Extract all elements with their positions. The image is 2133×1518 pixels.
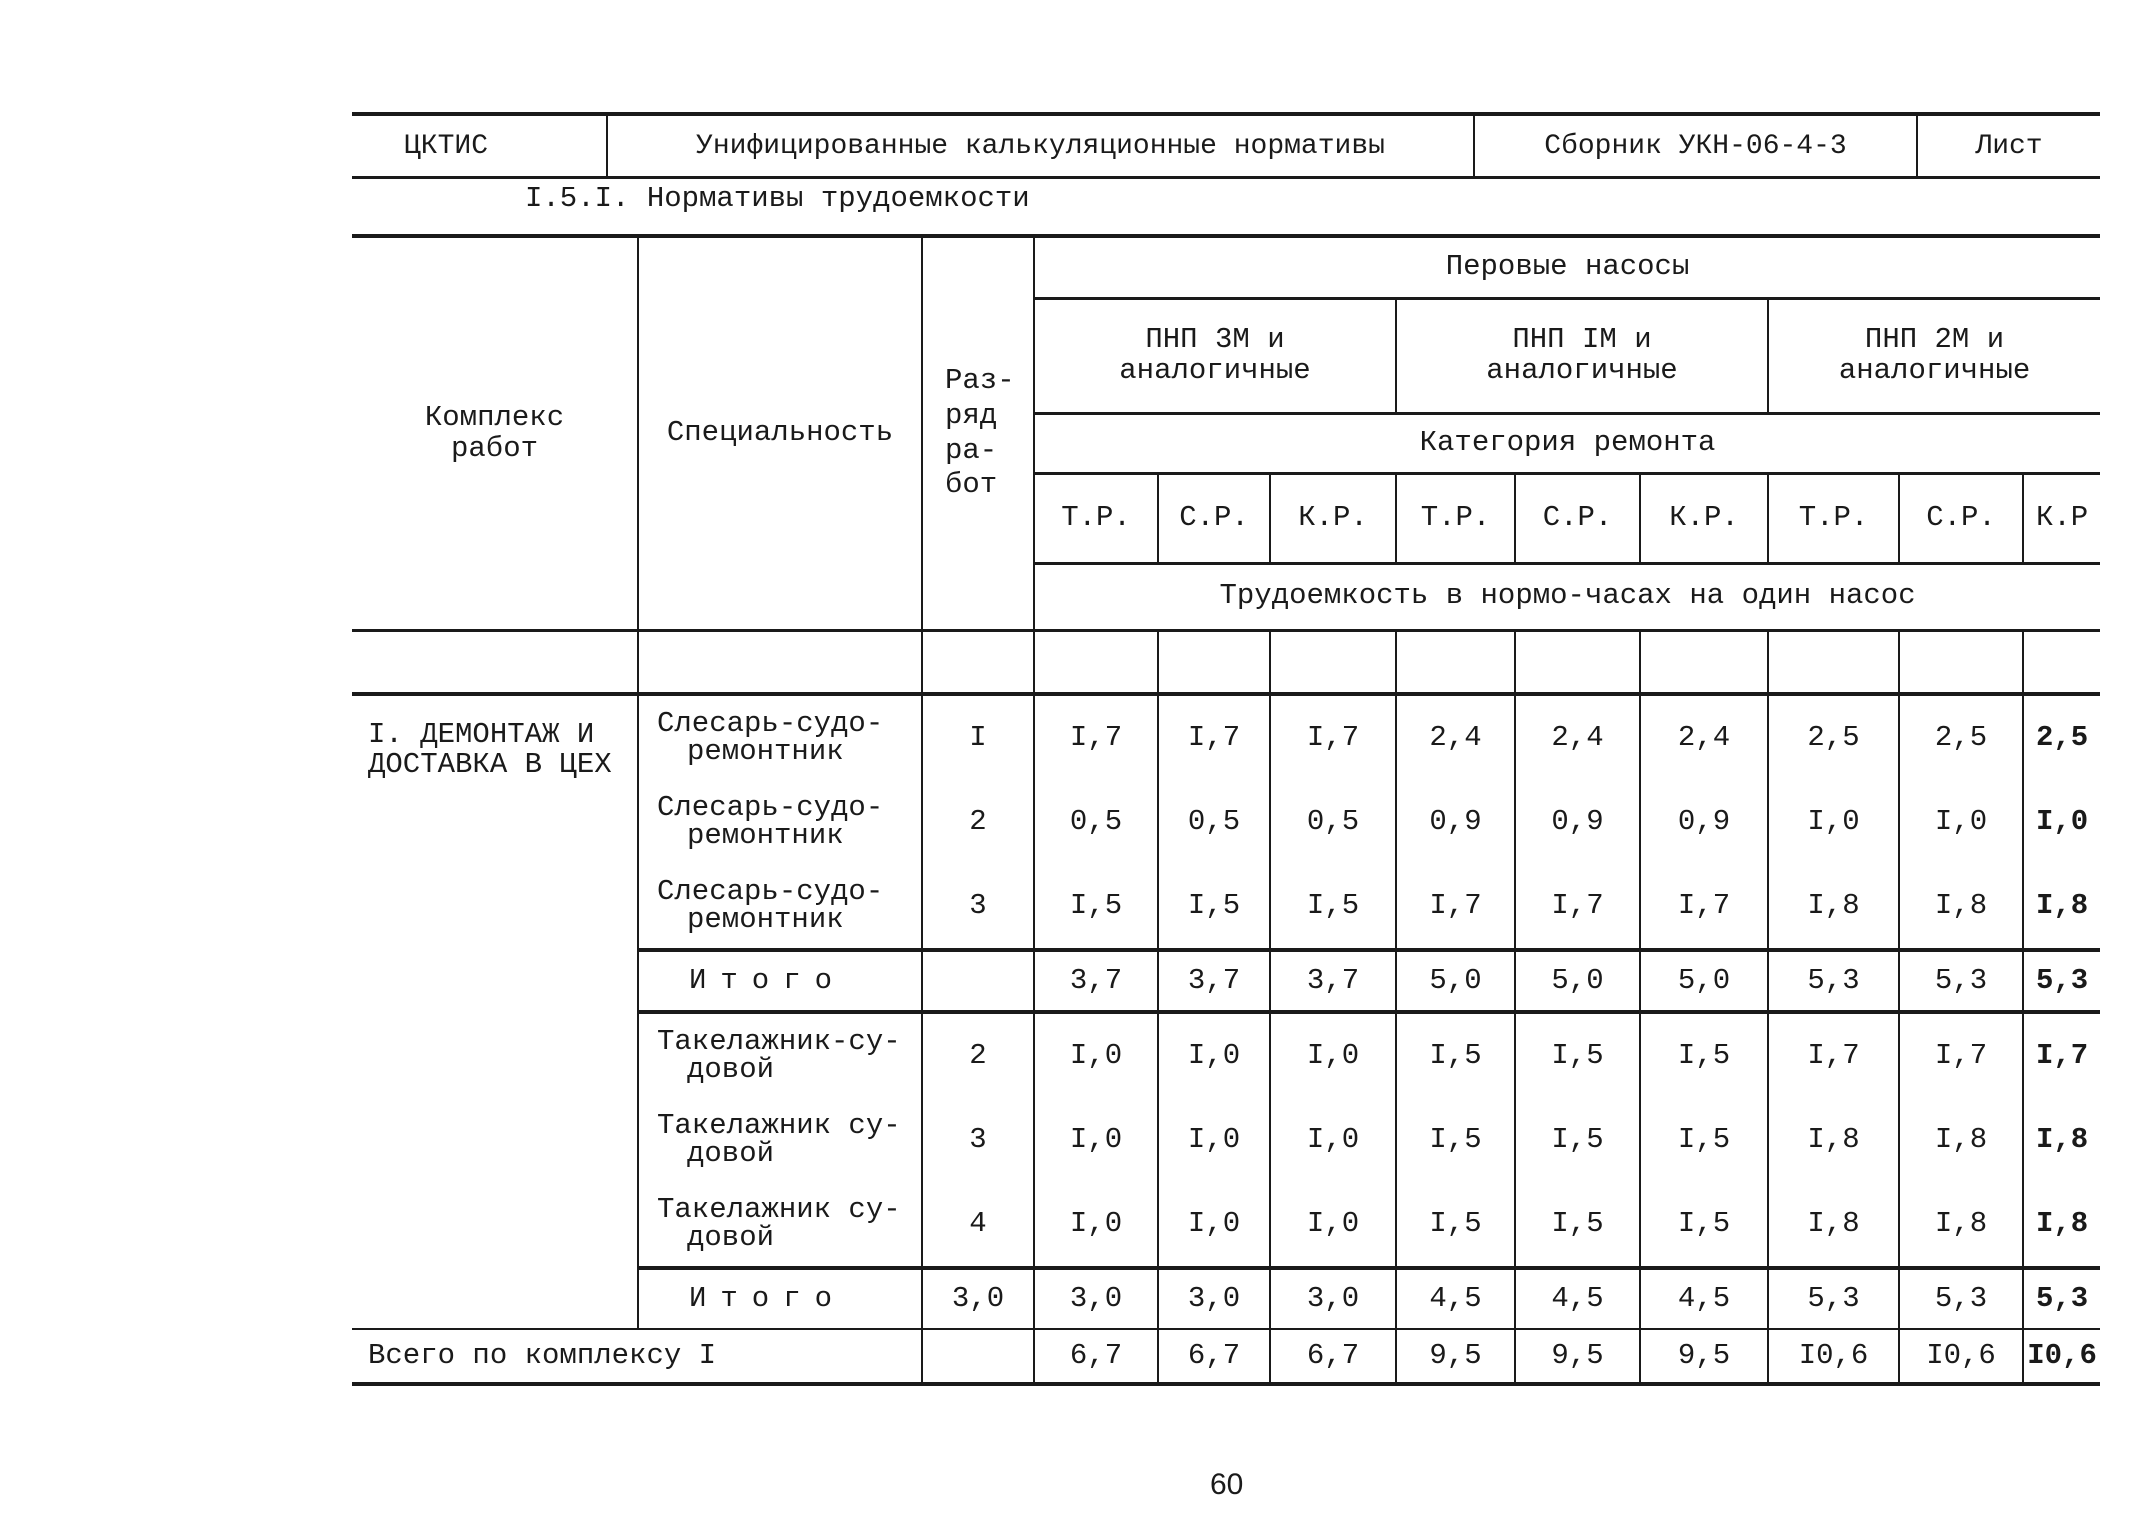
- specialty-cell: [638, 1012, 922, 1098]
- value-cell: I,0: [1270, 1098, 1396, 1182]
- grade-cell: [922, 950, 1034, 1012]
- value-cell: 9,5: [1640, 1329, 1768, 1384]
- subtotal-label: Итого: [638, 1268, 922, 1329]
- specialty-line: довой: [687, 1221, 775, 1254]
- head-repair-type: С.Р.: [1899, 473, 2023, 563]
- grade-cell: 3,0: [922, 1268, 1034, 1329]
- col-number: [1515, 631, 1640, 695]
- value-cell: I,5: [1640, 1098, 1768, 1182]
- head-repair-type: Т.Р.: [1396, 473, 1515, 563]
- col-number: [638, 631, 922, 695]
- value-cell: I,5: [1515, 1012, 1640, 1098]
- value-cell: 2,5: [1899, 694, 2023, 780]
- head-pump-group: Перовые насосы: [1034, 236, 2100, 298]
- value-cell: 2,4: [1640, 694, 1768, 780]
- value-cell: 0,9: [1515, 780, 1640, 864]
- value-cell: I,7: [1396, 864, 1515, 950]
- grade-cell: I: [922, 694, 1034, 780]
- value-cell: I,8: [2023, 1098, 2100, 1182]
- value-cell: I,8: [1899, 1098, 2023, 1182]
- value-cell: 5,3: [1768, 950, 1899, 1012]
- document-header: [352, 112, 2100, 179]
- complex-name: I. ДЕМОНТАЖ И ДОСТАВКА В ЦЕХ: [352, 694, 638, 1329]
- section-title: I.5.I. Нормативы трудоемкости: [525, 182, 1030, 215]
- labor-norms-table: [352, 234, 2100, 1386]
- head-repair-type: К.Р.: [1640, 473, 1768, 563]
- grade-cell: 3: [922, 864, 1034, 950]
- specialty-line: Слесарь-судо-: [657, 875, 884, 909]
- head-grade: Раз-ряд ра-бот: [922, 236, 1034, 631]
- value-cell: I,7: [1270, 694, 1396, 780]
- value-cell: 0,5: [1158, 780, 1270, 864]
- value-cell: I,5: [1396, 1012, 1515, 1098]
- specialty-line: ремонтник: [687, 903, 844, 936]
- head-repair-type: Т.Р.: [1768, 473, 1899, 563]
- value-cell: 5,3: [1899, 1268, 2023, 1329]
- value-cell: 6,7: [1158, 1329, 1270, 1384]
- value-cell: I,5: [1640, 1012, 1768, 1098]
- value-cell: I,7: [1899, 1012, 2023, 1098]
- col-number: [1899, 631, 2023, 695]
- value-cell: 2,4: [1515, 694, 1640, 780]
- value-cell: 4,5: [1396, 1268, 1515, 1329]
- table-row: [352, 694, 2100, 780]
- subtotal-label: Итого: [638, 950, 922, 1012]
- head-complex: Комплекс работ: [352, 236, 638, 631]
- specialty-cell: [638, 1098, 922, 1182]
- value-cell: 3,7: [1034, 950, 1158, 1012]
- specialty-line: Слесарь-судо-: [657, 791, 884, 825]
- value-cell: I0,6: [1899, 1329, 2023, 1384]
- specialty-line: Такелажник-су-: [657, 1025, 901, 1059]
- value-cell: I,8: [1768, 1098, 1899, 1182]
- value-cell: I,5: [1640, 1182, 1768, 1268]
- head-pump-type: ПНП 3М и аналогичные: [1034, 298, 1396, 413]
- value-cell: I,7: [1034, 694, 1158, 780]
- value-cell: 9,5: [1396, 1329, 1515, 1384]
- value-cell: I,8: [1899, 1182, 2023, 1268]
- page-number: 60: [1210, 1468, 1244, 1501]
- col-number: [1768, 631, 1899, 695]
- value-cell: 6,7: [1034, 1329, 1158, 1384]
- value-cell: I,5: [1270, 864, 1396, 950]
- value-cell: 0,5: [1270, 780, 1396, 864]
- header-collection: Сборник УКН-06-4-3: [1475, 116, 1918, 176]
- grade-cell: 2: [922, 1012, 1034, 1098]
- value-cell: I,5: [1158, 864, 1270, 950]
- head-repair-type: С.Р.: [1158, 473, 1270, 563]
- value-cell: I,0: [1034, 1098, 1158, 1182]
- value-cell: I,7: [1158, 694, 1270, 780]
- value-cell: I,5: [1396, 1182, 1515, 1268]
- header-org: ЦКТИС: [352, 116, 608, 176]
- value-cell: I,0: [1158, 1012, 1270, 1098]
- value-cell: 5,0: [1640, 950, 1768, 1012]
- value-cell: I,8: [1768, 864, 1899, 950]
- specialty-cell: [638, 1182, 922, 1268]
- col-number: [1034, 631, 1158, 695]
- specialty-line: ремонтник: [687, 735, 844, 768]
- col-number: [2023, 631, 2100, 695]
- value-cell: I,5: [1515, 1098, 1640, 1182]
- grand-total-label: Всего по комплексу I: [352, 1329, 922, 1384]
- specialty-cell: [638, 780, 922, 864]
- value-cell: I,0: [1158, 1182, 1270, 1268]
- head-repair-type: Т.Р.: [1034, 473, 1158, 563]
- column-number-row: [352, 631, 2100, 695]
- specialty-line: ремонтник: [687, 819, 844, 852]
- grade-cell: 2: [922, 780, 1034, 864]
- col-number: [1396, 631, 1515, 695]
- value-cell: 3,7: [1270, 950, 1396, 1012]
- specialty-line: Такелажник су-: [657, 1109, 901, 1143]
- value-cell: I,0: [2023, 780, 2100, 864]
- head-repair-type: К.Р: [2023, 473, 2100, 563]
- value-cell: 4,5: [1515, 1268, 1640, 1329]
- head-unit: Трудоемкость в нормо-часах на один насос: [1219, 578, 1916, 612]
- value-cell: I,8: [1899, 864, 2023, 950]
- value-cell: I,7: [1640, 864, 1768, 950]
- value-cell: I,7: [1768, 1012, 1899, 1098]
- value-cell: 0,5: [1034, 780, 1158, 864]
- col-number: [1158, 631, 1270, 695]
- value-cell: I,5: [1034, 864, 1158, 950]
- value-cell: I,0: [1034, 1182, 1158, 1268]
- value-cell: I,0: [1158, 1098, 1270, 1182]
- col-number: [1270, 631, 1396, 695]
- value-cell: 5,3: [1899, 950, 2023, 1012]
- specialty-cell: [638, 694, 922, 780]
- head-repair-type: С.Р.: [1515, 473, 1640, 563]
- value-cell: 9,5: [1515, 1329, 1640, 1384]
- value-cell: I,8: [2023, 864, 2100, 950]
- grade-cell: 4: [922, 1182, 1034, 1268]
- head-repair-type: К.Р.: [1270, 473, 1396, 563]
- grade-cell: [922, 1329, 1034, 1384]
- value-cell: 3,0: [1034, 1268, 1158, 1329]
- specialty-line: довой: [687, 1053, 775, 1086]
- value-cell: I,5: [1515, 1182, 1640, 1268]
- value-cell: 2,5: [1768, 694, 1899, 780]
- value-cell: 5,3: [1768, 1268, 1899, 1329]
- head-specialty: Специальность: [638, 236, 922, 631]
- col-number: [352, 631, 638, 695]
- value-cell: 3,0: [1158, 1268, 1270, 1329]
- value-cell: I,8: [1768, 1182, 1899, 1268]
- value-cell: 6,7: [1270, 1329, 1396, 1384]
- header-sheet: Лист: [1975, 130, 2043, 162]
- value-cell: 3,7: [1158, 950, 1270, 1012]
- value-cell: I0,6: [2023, 1329, 2100, 1384]
- head-repair-category: Категория ремонта: [1034, 413, 2100, 473]
- value-cell: I,5: [1396, 1098, 1515, 1182]
- head-pump-type: ПНП 2М и аналогичные: [1768, 298, 2100, 413]
- value-cell: I,7: [1515, 864, 1640, 950]
- value-cell: 5,3: [2023, 1268, 2100, 1329]
- col-number: [922, 631, 1034, 695]
- value-cell: 0,9: [1396, 780, 1515, 864]
- specialty-cell: [638, 864, 922, 950]
- value-cell: 4,5: [1640, 1268, 1768, 1329]
- value-cell: 2,5: [2023, 694, 2100, 780]
- value-cell: 5,3: [2023, 950, 2100, 1012]
- grade-cell: 3: [922, 1098, 1034, 1182]
- value-cell: I,0: [1270, 1012, 1396, 1098]
- value-cell: 0,9: [1640, 780, 1768, 864]
- header-title: Унифицированные калькуляционные нормативы: [608, 116, 1475, 176]
- value-cell: 2,4: [1396, 694, 1515, 780]
- col-number: [1640, 631, 1768, 695]
- value-cell: I,0: [1034, 1012, 1158, 1098]
- specialty-line: Такелажник су-: [657, 1193, 901, 1227]
- value-cell: I,8: [2023, 1182, 2100, 1268]
- value-cell: I,7: [2023, 1012, 2100, 1098]
- specialty-line: довой: [687, 1137, 775, 1170]
- value-cell: I,0: [1899, 780, 2023, 864]
- head-pump-type: ПНП IМ и аналогичные: [1396, 298, 1768, 413]
- grand-total-row: [352, 1329, 2100, 1384]
- value-cell: 5,0: [1396, 950, 1515, 1012]
- value-cell: 5,0: [1515, 950, 1640, 1012]
- value-cell: I,0: [1270, 1182, 1396, 1268]
- value-cell: I,0: [1768, 780, 1899, 864]
- value-cell: 3,0: [1270, 1268, 1396, 1329]
- specialty-line: Слесарь-судо-: [657, 707, 884, 741]
- value-cell: I0,6: [1768, 1329, 1899, 1384]
